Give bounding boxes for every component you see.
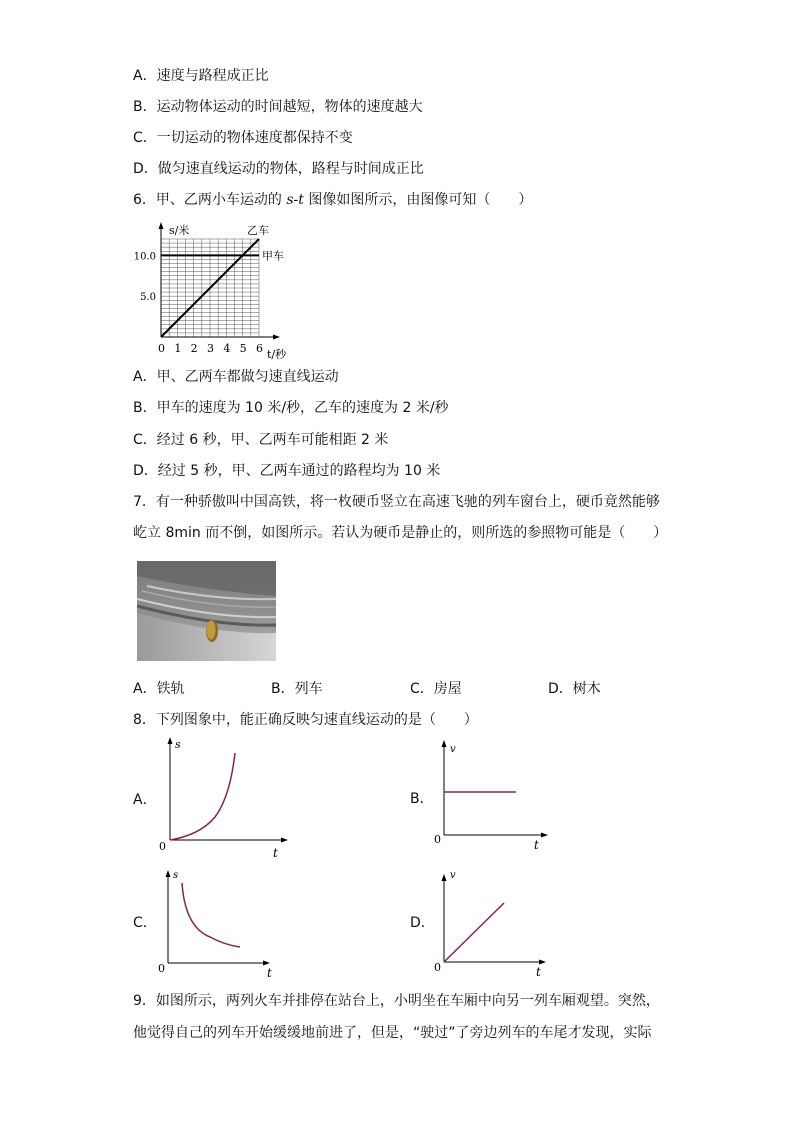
q7-option-a: A．铁轨	[133, 681, 185, 697]
q6-option-c: C．经过 6 秒，甲、乙两车可能相距 2 米	[133, 432, 389, 448]
q8-graph-b	[430, 735, 555, 853]
q8-graph-d-y-axis-label: v	[450, 870, 456, 881]
q8-stem: 8．下列图象中，能正确反映匀速直线运动的是（ ）	[133, 712, 478, 728]
y-axis-label: s/米	[169, 224, 190, 237]
y-axis-arrow	[159, 222, 164, 229]
q6-stem	[133, 190, 532, 210]
coin-on-windowsill-photo	[137, 561, 276, 661]
q5-option-c: C．一切运动的物体速度都保持不变	[133, 130, 353, 146]
q8-graph-a-origin: 0	[159, 840, 166, 853]
x-tick-label: 2	[190, 342, 198, 355]
q8-graph-b-label: B．	[410, 791, 434, 807]
q8-graph-c-y-axis-label: s	[173, 870, 179, 881]
x-tick-label: 4	[223, 342, 231, 355]
q7-option-b: B．列车	[271, 681, 323, 697]
y-tick-label: 5.0	[140, 292, 156, 304]
st-chart	[125, 215, 305, 365]
q7-option-d: D．树木	[548, 681, 601, 697]
q9-stem-line1: 9．如图所示，两列火车并排停在站台上，小明坐在车厢中向另一列车厢观望。突然，	[133, 993, 660, 1009]
q8-graph-d-label: D．	[410, 915, 435, 931]
q7-stem-line1: 7．有一种骄傲叫中国高铁，将一枚硬币竖立在高速飞驰的列车窗台上，硬币竟然能够	[133, 494, 660, 510]
x-tick-label: 5	[239, 342, 247, 355]
q8-graph-c-label: C．	[133, 915, 157, 931]
q6-stem-suffix: 图像如图所示，由图像可知（ ）	[303, 192, 533, 208]
x-tick-label: 0	[158, 342, 165, 355]
q9-stem-line2: 他觉得自己的列车开始缓缓地前进了，但是，“驶过”了旁边列车的车尾才发现，实际	[133, 1025, 652, 1041]
q8-graph-b-y-axis-label: v	[450, 744, 456, 755]
q8-graph-d-x-axis-label: t	[536, 965, 541, 979]
x-tick-label: 1	[174, 342, 182, 355]
q6-stem-prefix: 6．甲、乙两小车运动的	[133, 192, 287, 208]
x-tick-label: 3	[207, 342, 214, 355]
q8-graph-a	[155, 735, 290, 860]
q8-graph-a-x-axis-label: t	[273, 846, 278, 860]
q8-graph-c-x-axis-label: t	[267, 966, 272, 980]
x-axis-label: t/秒	[267, 348, 287, 361]
q8-graph-a-y-axis-label: s	[175, 738, 181, 751]
q5-option-b: B．运动物体运动的时间越短，物体的速度越大	[133, 99, 423, 115]
q8-graph-d	[430, 865, 555, 980]
x-tick-label: 6	[256, 342, 263, 355]
series-label: 乙车	[247, 224, 269, 237]
q8-graph-c-origin: 0	[158, 962, 165, 975]
q6-option-d: D．经过 5 秒，甲、乙两车通过的路程均为 10 米	[133, 463, 441, 479]
q7-stem-line2: 屹立 8min 而不倒，如图所示。若认为硬币是静止的，则所选的参照物可能是（ ）	[133, 525, 668, 541]
q5-option-d: D．做匀速直线运动的物体，路程与时间成正比	[133, 161, 424, 177]
q6-stem-var: s-t	[286, 192, 304, 208]
x-axis-arrow	[273, 335, 280, 340]
q5-option-a: A．速度与路程成正比	[133, 68, 269, 84]
q6-option-a: A．甲、乙两车都做匀速直线运动	[133, 369, 339, 385]
q8-graph-a-label: A．	[133, 792, 157, 808]
series-label: 甲车	[262, 249, 284, 263]
q6-option-b: B．甲车的速度为 10 米/秒，乙车的速度为 2 米/秒	[133, 400, 449, 416]
q8-graph-c	[155, 865, 280, 980]
q7-option-c: C．房屋	[410, 681, 462, 697]
q8-graph-b-origin: 0	[434, 833, 441, 846]
y-tick-label: 10.0	[133, 251, 156, 263]
q8-graph-b-x-axis-label: t	[534, 838, 539, 852]
q8-graph-d-origin: 0	[434, 961, 441, 974]
